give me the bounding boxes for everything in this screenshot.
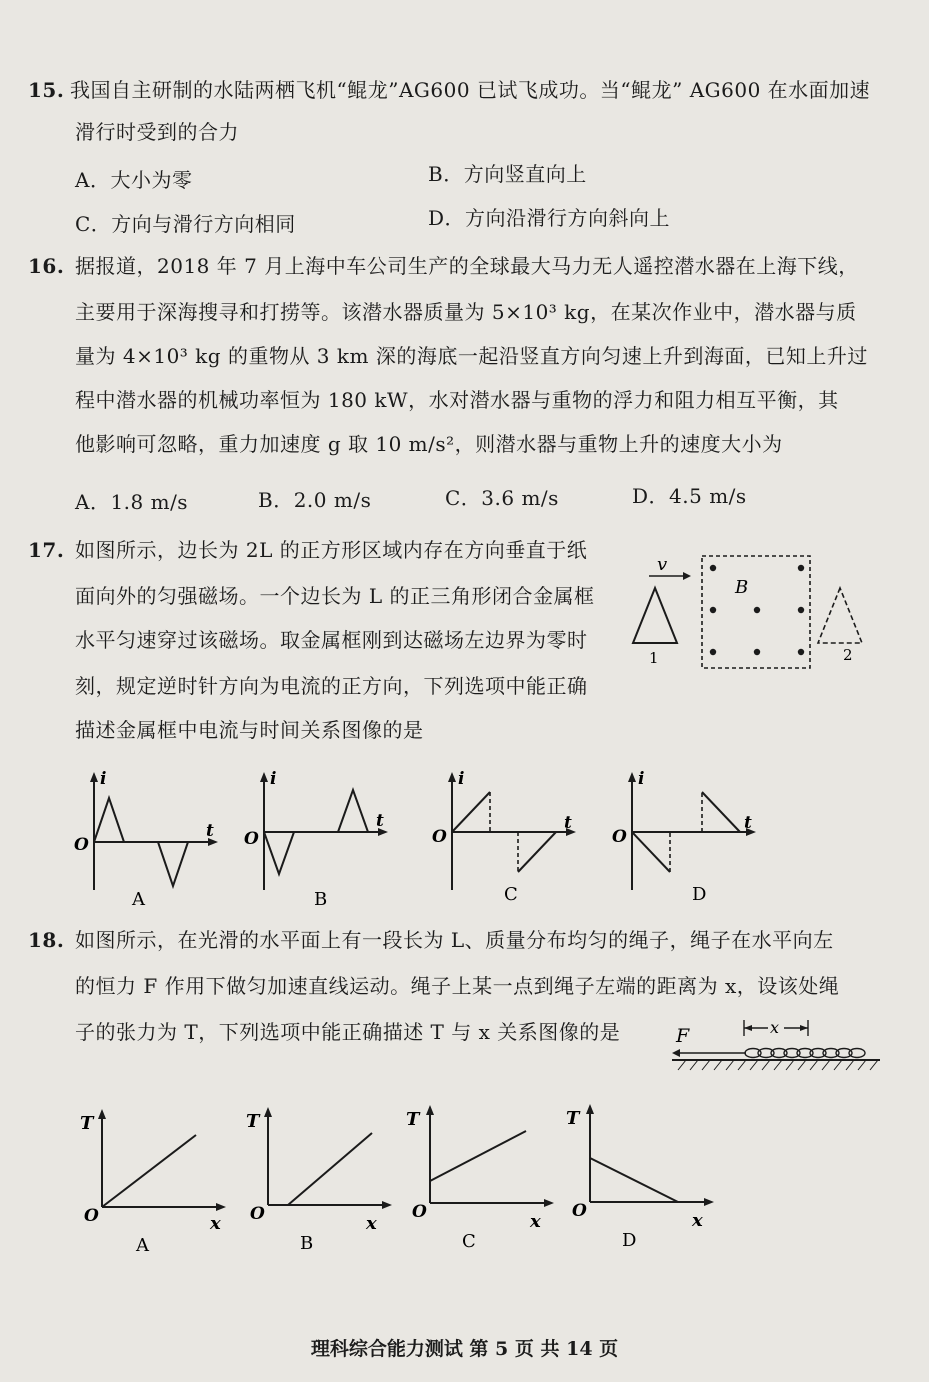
question-text: 如图所示，在光滑的水平面上有一段长为 L、质量分布均匀的绳子，绳子在水平向左 (75, 928, 834, 952)
x-axis-label: t (376, 811, 384, 831)
tension-graph-d (566, 1100, 716, 1250)
question-text: 水平匀速穿过该磁场。取金属框刚到达磁场左边界为零时 (75, 628, 588, 652)
origin-label: O (612, 827, 627, 847)
position-2-label: 2 (843, 646, 853, 664)
option-d-label: D (622, 1230, 637, 1250)
option-d: D．方向沿滑行方向斜向上 (428, 206, 671, 230)
option-a-label: A (132, 889, 145, 910)
option-a-label: A (136, 1235, 149, 1255)
origin-label: O (572, 1201, 587, 1221)
current-time-graph-b (240, 770, 390, 910)
y-axis-label: T (246, 1111, 260, 1132)
question-text: 面向外的匀强磁场。一个边长为 L 的正三角形闭合金属框 (75, 584, 595, 608)
current-time-graph-d (598, 770, 758, 910)
question-text: 主要用于深海搜寻和打捞等。该潜水器质量为 5×10³ kg，在某次作业中，潜水器与质 (75, 300, 857, 324)
option-b-label: B (314, 889, 328, 910)
option-c: C．3.6 m/s (445, 486, 559, 510)
y-axis-label: T (80, 1113, 94, 1134)
y-axis-label: i (638, 770, 645, 789)
question-number: 18. (28, 928, 65, 952)
current-time-graph-c (418, 770, 578, 910)
y-axis-label: T (406, 1109, 420, 1130)
tension-graph-b (244, 1103, 394, 1253)
field-dots (710, 565, 804, 655)
option-c-label: C (462, 1231, 476, 1251)
field-label: B (735, 577, 749, 598)
question-number: 16. (28, 254, 65, 278)
option-b-label: B (300, 1233, 314, 1253)
position-1-label: 1 (649, 649, 659, 667)
x-axis-label: x (366, 1213, 377, 1234)
option-b: B．方向竖直向上 (428, 162, 587, 186)
y-axis-label: T (566, 1108, 580, 1129)
triangle-frame-2 (818, 588, 862, 643)
origin-label: O (84, 1206, 99, 1226)
option-c: C．方向与滑行方向相同 (75, 212, 296, 236)
option-b: B．2.0 m/s (258, 488, 372, 512)
question-number: 17. (28, 538, 65, 562)
question-text: 滑行时受到的合力 (75, 120, 239, 144)
question-text: 据报道，2018 年 7 月上海中车公司生产的全球最大马力无人遥控潜水器在上海下线， (75, 254, 859, 278)
arrow-head-icon (672, 1049, 680, 1057)
option-c-label: C (504, 884, 518, 905)
rope (745, 1049, 865, 1058)
origin-label: O (74, 835, 89, 855)
distance-x-label: x (770, 1018, 780, 1037)
question-text: 描述金属框中电流与时间关系图像的是 (75, 718, 424, 742)
magnetic-field-figure (625, 548, 890, 673)
question-text: 的恒力 F 作用下做匀加速直线运动。绳子上某一点到绳子左端的距离为 x，设该处绳 (75, 974, 840, 998)
tension-graph-a (78, 1105, 228, 1255)
origin-label: O (250, 1204, 265, 1224)
x-axis-label: x (530, 1211, 541, 1232)
question-text: 量为 4×10³ kg 的重物从 3 km 深的海底一起沿竖直方向匀速上升到海面，已知上升过 (75, 344, 868, 368)
question-text: 刻，规定逆时针方向为电流的正方向，下列选项中能正确 (75, 674, 588, 698)
x-axis-label: x (210, 1213, 221, 1234)
force-label: F (676, 1025, 690, 1047)
y-axis-label: i (270, 770, 277, 789)
x-axis-label: t (564, 813, 572, 833)
current-time-graph-a (70, 770, 220, 910)
question-text: 程中潜水器的机械功率恒为 180 kW，水对潜水器与重物的浮力和阻力相互平衡，其 (75, 388, 839, 412)
x-axis-label: t (744, 813, 752, 833)
arrow-head-icon (683, 572, 691, 580)
question-text: 如图所示，边长为 2L 的正方形区域内存在方向垂直于纸 (75, 538, 588, 562)
question-number: 15. (28, 78, 65, 102)
option-d-label: D (692, 884, 707, 905)
option-a: A．大小为零 (75, 168, 193, 192)
option-a: A．1.8 m/s (75, 490, 189, 514)
tension-graph-c (406, 1101, 556, 1251)
question-text: 子的张力为 T，下列选项中能正确描述 T 与 x 关系图像的是 (75, 1020, 621, 1044)
x-axis-label: x (692, 1210, 703, 1231)
page-footer: 理科综合能力测试 第 5 页 共 14 页 (310, 1338, 619, 1360)
triangle-frame-1 (633, 588, 677, 643)
question-text: 他影响可忽略，重力加速度 g 取 10 m/s²，则潜水器与重物上升的速度大小为 (75, 432, 783, 456)
origin-label: O (432, 827, 447, 847)
velocity-label: v (657, 554, 668, 575)
origin-label: O (244, 829, 259, 849)
ground-hatching (678, 1060, 878, 1070)
x-axis-label: t (206, 821, 214, 841)
origin-label: O (412, 1202, 427, 1222)
option-d: D．4.5 m/s (632, 484, 747, 508)
y-axis-label: i (100, 770, 107, 789)
y-axis-label: i (458, 770, 465, 789)
question-text: 我国自主研制的水陆两栖飞机“鲲龙”AG600 已试飞成功。当“鲲龙” AG600 在水面加速 (70, 78, 871, 102)
rope-figure (668, 1014, 888, 1084)
